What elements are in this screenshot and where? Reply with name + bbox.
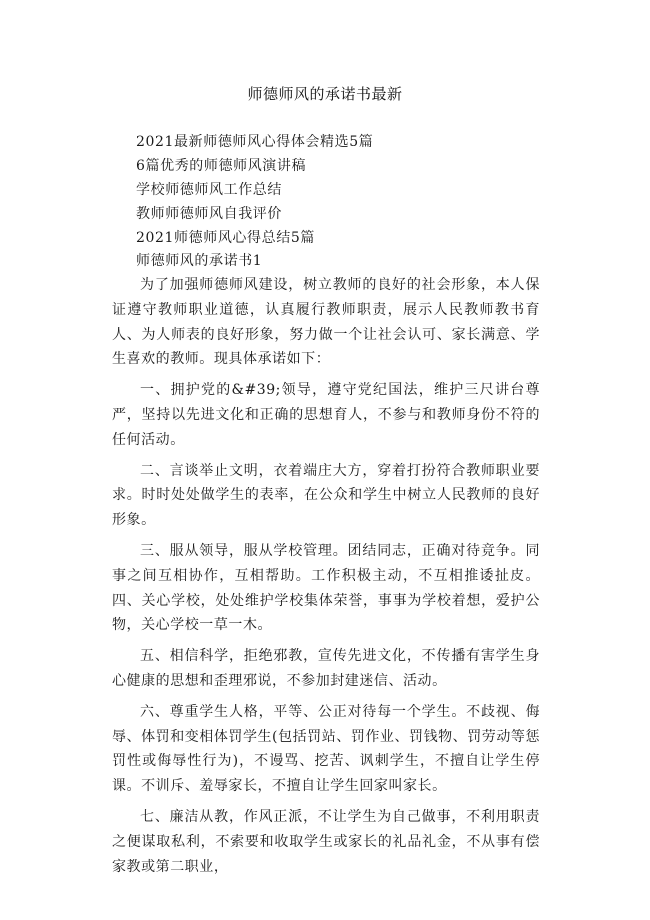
related-links-list bbox=[136, 130, 556, 250]
document-body bbox=[112, 249, 540, 885]
paragraph-item-6: 六、尊重学生人格，平等、公正对待每一个学生。不歧视、侮辱、体罚和变相体罚学生(包括罚站、罚作业、罚钱物、罚劳动等惩罚性或侮辱性行为)，不谩骂、挖苦、讽刺学生，不擅自让学生停课。不训斥、羞辱家长，不擅自让学生回家叫家长。 bbox=[112, 703, 540, 795]
paragraph-item-2: 二、言谈举止文明，衣着端庄大方，穿着打扮符合教师职业要求。时时处处做学生的表率，在公众和学生中树立人民教师的良好形象。 bbox=[112, 462, 540, 529]
related-link[interactable]: 6篇优秀的师德师风演讲稿 bbox=[136, 158, 307, 174]
document-title: 师德师风的承诺书最新 bbox=[247, 85, 403, 103]
related-link[interactable]: 2021最新师德师风心得体会精选5篇 bbox=[136, 134, 374, 150]
paragraph-intro: 为了加强师德师风建设，树立教师的良好的社会形象，本人保证遵守教师职业道德，认真履行教师职责，展示人民教师教书育人、为人师表的良好形象，努力做一个让社会认可、家长满意、学生喜欢的教师。现具体承诺如下： bbox=[112, 277, 540, 368]
section-title: 师德师风的承诺书1 bbox=[136, 253, 263, 269]
paragraph-item-5: 五、相信科学，拒绝邪教，宣传先进文化，不传播有害学生身心健康的思想和歪理邪说，不参加封建迷信、活动。 bbox=[112, 648, 540, 689]
related-link[interactable]: 教师师德师风自我评价 bbox=[136, 206, 282, 222]
paragraph-item-1: 一、拥护党的&#39;领导，遵守党纪国法，维护三尺讲台尊严，坚持以先进文化和正确的思想育人，不参与和教师身份不符的任何活动。 bbox=[112, 382, 540, 448]
paragraph-item-3: 三、服从领导，服从学校管理。团结同志，正确对待竞争。同事之间互相协作，互相帮助。工作积极主动，不互相推诿扯皮。四、关心学校，处处维护学校集体荣誉，事事为学校着想，爱护公物，关心学校一草一木。 bbox=[112, 542, 540, 634]
related-link[interactable]: 学校师德师风工作总结 bbox=[136, 182, 282, 198]
related-link[interactable]: 2021师德师风心得总结5篇 bbox=[136, 230, 315, 246]
paragraph-item-7: 七、廉洁从教，作风正派，不让学生为自己做事，不利用职责之便谋取私利，不索要和收取学生或家长的礼品礼金，不从事有偿家教或第二职业， bbox=[112, 808, 540, 875]
